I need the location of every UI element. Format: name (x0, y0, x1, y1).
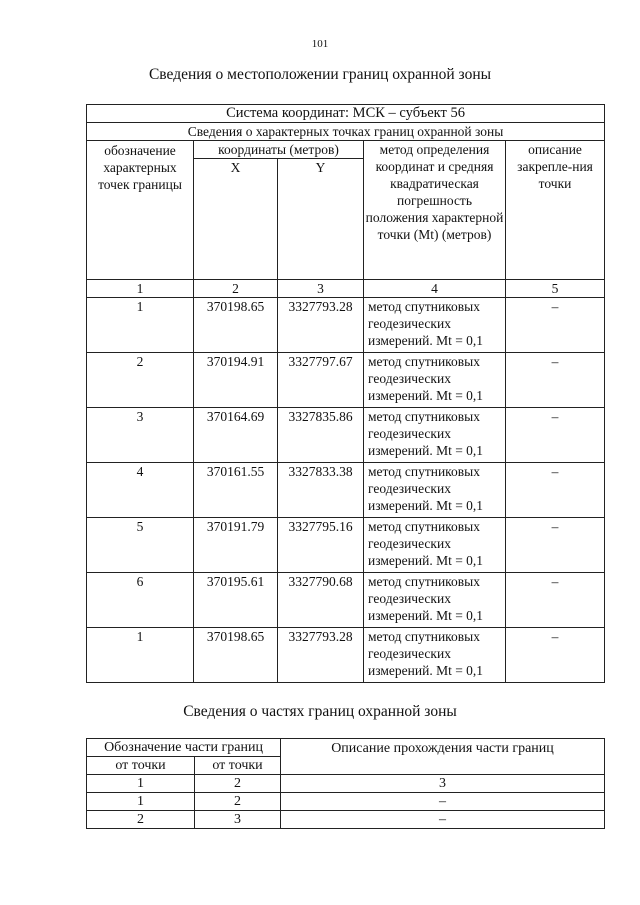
boundary-parts-table (86, 738, 605, 829)
fixation-cell: – (506, 353, 605, 408)
part-designation-header: Обозначение части границ (87, 739, 281, 757)
point-number: 4 (87, 463, 194, 518)
method-header: метод определения координат и средняя квадратическая погрешность положения характерной точки (Mt) (метров) (364, 141, 506, 280)
x-header: X (194, 159, 278, 280)
fixation-cell: – (506, 463, 605, 518)
point-number: 2 (87, 353, 194, 408)
column-number: 5 (506, 280, 605, 298)
point-number: 3 (87, 408, 194, 463)
fixation-cell: – (506, 518, 605, 573)
table-row (87, 628, 605, 683)
method-cell: метод спутниковых геодезических измерений. Mt = 0,1 (364, 298, 506, 353)
method-cell: метод спутниковых геодезических измерений. Mt = 0,1 (364, 573, 506, 628)
x-coordinate: 370198.65 (194, 298, 278, 353)
x-coordinate: 370191.79 (194, 518, 278, 573)
to-point: 2 (195, 793, 281, 811)
table-row (87, 353, 605, 408)
column-number: 4 (364, 280, 506, 298)
y-coordinate: 3327795.16 (278, 518, 364, 573)
y-coordinate: 3327793.28 (278, 628, 364, 683)
fixation-description-header: описание закрепле-ния точки (506, 141, 605, 280)
coordinates-header: координаты (метров) (194, 141, 364, 159)
fixation-cell: – (506, 408, 605, 463)
column-number: 3 (278, 280, 364, 298)
parts-section-title: Сведения о частях границ охранной зоны (183, 703, 457, 720)
y-header: Y (278, 159, 364, 280)
to-point-header: от точки (195, 757, 281, 775)
y-coordinate: 3327833.38 (278, 463, 364, 518)
y-coordinate: 3327790.68 (278, 573, 364, 628)
x-coordinate: 370194.91 (194, 353, 278, 408)
boundary-points-table (86, 104, 605, 683)
column-number: 2 (194, 280, 278, 298)
method-cell: метод спутниковых геодезических измерений. Mt = 0,1 (364, 518, 506, 573)
point-designation-header: обозначение характерных точек границы (87, 141, 194, 280)
to-point: 3 (195, 811, 281, 829)
coordinate-system-row: Система координат: МСК – субъект 56 (87, 105, 605, 123)
point-number: 1 (87, 628, 194, 683)
method-cell: метод спутниковых геодезических измерений. Mt = 0,1 (364, 408, 506, 463)
table-row (87, 811, 605, 829)
point-number: 6 (87, 573, 194, 628)
method-cell: метод спутниковых геодезических измерений. Mt = 0,1 (364, 628, 506, 683)
column-number: 1 (87, 775, 195, 793)
fixation-cell: – (506, 298, 605, 353)
method-cell: метод спутниковых геодезических измерений. Mt = 0,1 (364, 353, 506, 408)
part-description: – (281, 793, 605, 811)
table-row (87, 793, 605, 811)
x-coordinate: 370198.65 (194, 628, 278, 683)
x-coordinate: 370164.69 (194, 408, 278, 463)
table-row (87, 518, 605, 573)
from-point-header: от точки (87, 757, 195, 775)
x-coordinate: 370195.61 (194, 573, 278, 628)
points-section-row: Сведения о характерных точках границ охранной зоны (87, 123, 605, 141)
table-row (87, 463, 605, 518)
fixation-cell: – (506, 628, 605, 683)
column-number: 2 (195, 775, 281, 793)
table-row (87, 298, 605, 353)
point-number: 5 (87, 518, 194, 573)
column-number: 3 (281, 775, 605, 793)
fixation-cell: – (506, 573, 605, 628)
part-description: – (281, 811, 605, 829)
table-row (87, 573, 605, 628)
y-coordinate: 3327793.28 (278, 298, 364, 353)
page-number: 101 (311, 38, 329, 50)
column-number: 1 (87, 280, 194, 298)
from-point: 1 (87, 793, 195, 811)
section-title: Сведения о местоположении границ охранной зоны (148, 66, 492, 83)
x-coordinate: 370161.55 (194, 463, 278, 518)
point-number: 1 (87, 298, 194, 353)
y-coordinate: 3327835.86 (278, 408, 364, 463)
from-point: 2 (87, 811, 195, 829)
y-coordinate: 3327797.67 (278, 353, 364, 408)
column-numbers-row (87, 280, 605, 298)
part-description-header: Описание прохождения части границ (281, 739, 605, 775)
column-numbers-row (87, 775, 605, 793)
table-row (87, 408, 605, 463)
method-cell: метод спутниковых геодезических измерений. Mt = 0,1 (364, 463, 506, 518)
